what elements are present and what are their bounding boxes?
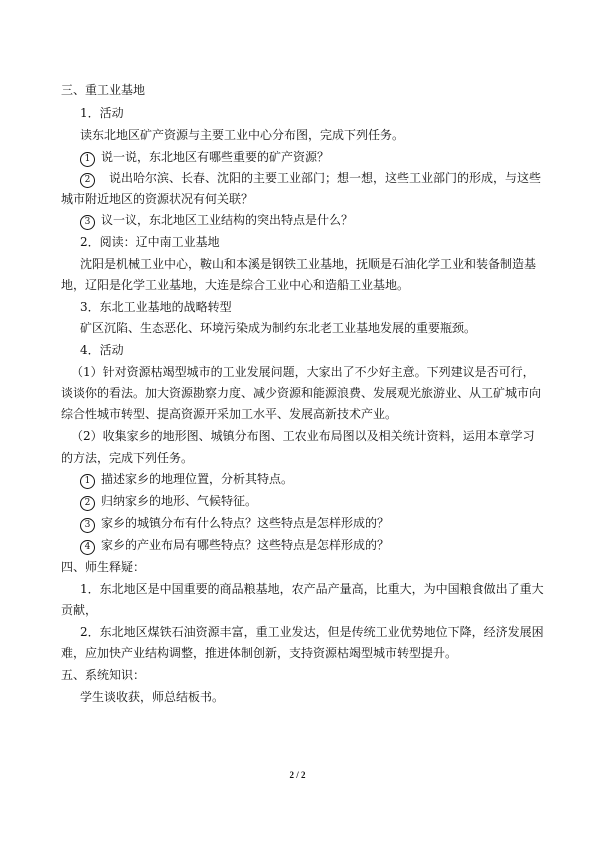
circled-number-1: 1 bbox=[80, 474, 95, 489]
transform-heading: 3．东北工业基地的战略转型 bbox=[80, 300, 232, 314]
page-number: 2 / 2 bbox=[289, 770, 306, 780]
circled-number-3: 3 bbox=[80, 215, 95, 230]
activity-4-part1-line2: 谈谈你的看法。加大资源勘察力度、减少资源和能源浪费、发展观光旅游业、从工矿城市向 bbox=[61, 386, 542, 400]
task-4-text: 家乡的产业布局有哪些特点？这些特点是怎样形成的？ bbox=[101, 538, 390, 552]
section-5-text: 学生谈收获，师总结板书。 bbox=[80, 690, 225, 704]
question-1-text: 说一说，东北地区有哪些重要的矿产资源？ bbox=[101, 150, 330, 164]
circled-number-2: 2 bbox=[80, 496, 95, 511]
task-2-text: 归纳家乡的地形、气候特征。 bbox=[101, 494, 258, 508]
reading-line2: 地，辽阳是化学工业基地，大连是综合工业中心和造船工业基地。 bbox=[61, 278, 410, 292]
question-2-text-line1: 说出哈尔滨、长春、沈阳的主要工业部门；想一想，这些工业部门的形成，与这些 bbox=[109, 171, 542, 185]
section-4-point1-line1: 1．东北地区是中国重要的商品粮基地，农产品产量高，比重大，为中国粮食做出了重大 bbox=[80, 582, 544, 596]
circled-number-1: 1 bbox=[80, 152, 95, 167]
circled-number-3: 3 bbox=[80, 518, 95, 533]
task-2 bbox=[80, 493, 257, 511]
activity-4-part1-line3: 综合性城市转型、提高资源开采加工水平、发展高新技术产业。 bbox=[61, 407, 398, 421]
activity-4-part1-line1: （1）针对资源枯竭型城市的工业发展问题，大家出了不少好主意。下列建议是否可行， bbox=[71, 365, 535, 379]
question-3 bbox=[80, 212, 353, 230]
question-2 bbox=[80, 170, 541, 188]
section-4-point2-line2: 难，应加快产业结构调整，推进体制创新，支持资源枯竭型城市转型提升。 bbox=[61, 646, 458, 660]
question-2-text-line2: 城市附近地区的资源状况有何关联？ bbox=[61, 192, 254, 206]
section-3-title: 三、重工业基地 bbox=[61, 83, 146, 97]
task-1 bbox=[80, 471, 293, 489]
activity-1-heading: 1．活动 bbox=[80, 106, 124, 120]
section-4-point1-line2: 贡献， bbox=[61, 603, 98, 617]
circled-number-2: 2 bbox=[80, 173, 95, 188]
task-3-text: 家乡的城镇分布有什么特点？这些特点是怎样形成的？ bbox=[101, 516, 390, 530]
question-3-text: 议一议，东北地区工业结构的突出特点是什么？ bbox=[101, 213, 354, 227]
task-1-text: 描述家乡的地理位置，分析其特点。 bbox=[101, 472, 294, 486]
task-4 bbox=[80, 537, 389, 555]
circled-number-4: 4 bbox=[80, 540, 95, 555]
section-4-point2-line1: 2．东北地区煤铁石油资源丰富，重工业发达，但是传统工业优势地位下降，经济发展困 bbox=[80, 625, 544, 639]
question-1 bbox=[80, 149, 329, 167]
reading-line1: 沈阳是机械工业中心，鞍山和本溪是钢铁工业基地，抚顺是石油化学工业和装备制造基 bbox=[80, 257, 537, 271]
transform-text: 矿区沉陷、生态恶化、环境污染成为制约东北老工业基地发展的重要瓶颈。 bbox=[80, 321, 477, 335]
section-5-title: 五、系统知识： bbox=[61, 668, 146, 682]
task-3 bbox=[80, 515, 389, 533]
activity-4-part2-line2: 的方法，完成下列任务。 bbox=[61, 451, 194, 465]
reading-heading: 2．阅读：辽中南工业基地 bbox=[80, 235, 220, 249]
section-4-title: 四、师生释疑： bbox=[61, 560, 146, 574]
activity-1-intro: 读东北地区矿产资源与主要工业中心分布图，完成下列任务。 bbox=[80, 128, 405, 142]
activity-4-heading: 4．活动 bbox=[80, 343, 124, 357]
activity-4-part2-line1: （2）收集家乡的地形图、城镇分布图、工农业布局图以及相关统计资料，运用本章学习 bbox=[71, 429, 535, 443]
